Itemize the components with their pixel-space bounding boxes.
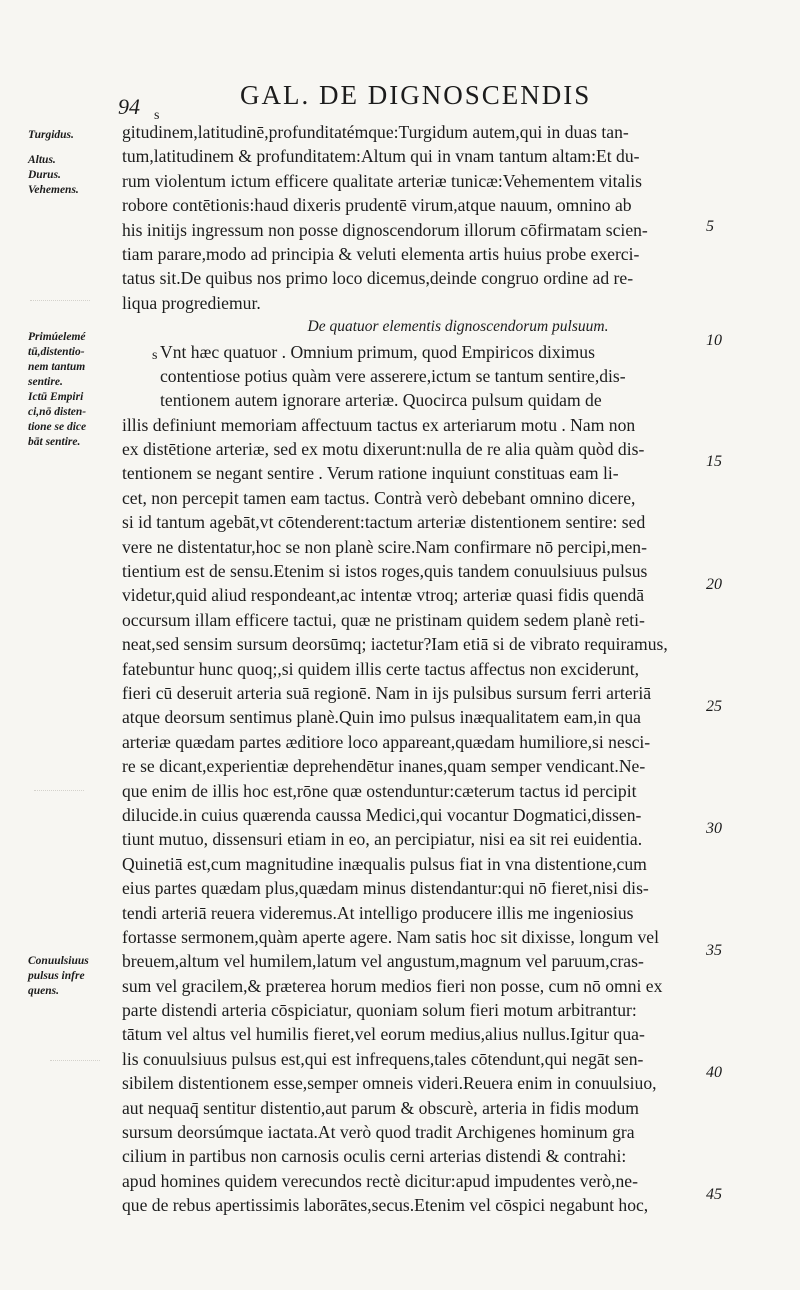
margin-note-line: Conuulsiuus — [28, 955, 89, 967]
text-line: si id tantum agebāt,vt cōtenderent:tactum arteriæ distentionem sentire: sed — [122, 512, 646, 533]
text-line: breuem,altum vel humilem,latum vel angustum,magnum vel paruum,cras- — [122, 951, 644, 972]
body-text — [122, 120, 704, 1218]
margin-note-line: Durus. — [28, 169, 61, 181]
text-line: illis definiunt memoriam affectuum tactus ex arteriarum motu . Nam non — [122, 414, 636, 435]
text-line: fieri cū deseruit arteria suā regionē. Nam in ijs pulsibus sursum ferri arteriā — [122, 682, 652, 703]
text-line: lis conuulsiuus pulsus est,qui est infrequens,tales cōtendunt,qui negāt sen- — [122, 1048, 644, 1069]
text-line: cet, non percepit tamen eam tactus. Contrà verò debebant omnino dicere, — [122, 487, 636, 508]
text-line: ex distētione arteriæ, sed ex motu dixerunt:nulla de re alia quàm quòd dis- — [122, 439, 645, 460]
margin-note-line: Vehemens. — [28, 184, 79, 196]
text-line: que de rebus apertissimis laborātes,secus.Etenim vel cōspici negabunt hoc, — [122, 1195, 649, 1216]
page-number: 94 — [118, 94, 140, 119]
margin-note-ictum-empirici — [28, 390, 118, 450]
text-line: rum violentum ictum efficere qualitate arteriæ tunicæ:Vehementem vitalis — [122, 170, 642, 191]
line-number: 10 — [706, 332, 722, 349]
text-line: aut nequaq̄ sentitur distentio,aut parum & obscurè, arteria in fidis modum — [122, 1097, 639, 1118]
text-line: arteriæ quædam partes æditiore loco appareant,quædam humiliore,si nesci- — [122, 731, 651, 752]
margin-note-line: Ictū Empiri — [28, 391, 84, 403]
line-number: 40 — [706, 1064, 722, 1081]
margin-note-line: Altus. — [28, 154, 56, 166]
line-number: 25 — [706, 698, 722, 715]
text-line: occursum illam efficere tactui, quæ ne pristinam quidem sedem planè reti- — [122, 609, 645, 630]
margin-note-conuulsiuus — [28, 954, 118, 999]
text-line: Quinetiā est,cum magnitudine inæqualis pulsus fiat in vna distentione,cum — [122, 853, 647, 874]
text-line: tātum vel altus vel humilis fieret,vel eorum medius,alius nullus.Igitur qua- — [122, 1024, 645, 1045]
margin-note-vehemens — [28, 183, 118, 198]
line-number: 45 — [706, 1186, 722, 1203]
text-line: Vnt hæc quatuor . Omnium primum, quod Empiricos diximus — [160, 341, 595, 362]
text-line: sursum deorsúmque iactata.At verò quod tradit Archigenes hominum gra — [122, 1122, 635, 1143]
margin-note-altus — [28, 153, 118, 168]
margin-note-durus — [28, 168, 118, 183]
text-line: eius partes quædam plus,quædam minus distendantur:qui nō fieret,nisi dis- — [122, 878, 649, 899]
text-line: tiunt mutuo, dissensuri etiam in eo, an percipiatur, nisi ea sit rei euidentia. — [122, 829, 643, 850]
running-head: GAL. DE DIGNOSCENDIS — [240, 80, 592, 110]
margin-note-line: tione se dice — [28, 421, 87, 433]
margin-note-line: Primúelemé — [28, 331, 86, 343]
text-line: tendi arteriā reuera videremus.At intelligo producere illis me ingeniosius — [122, 902, 634, 923]
line-number: 30 — [706, 820, 722, 837]
text-line: sum vel gracilem,& præterea horum medios fieri non posse, cum nō omni ex — [122, 975, 663, 996]
text-line: liqua progrediemur. — [122, 292, 261, 313]
stray-signature-mark: s — [154, 108, 160, 123]
stray-signature-mark: s — [152, 348, 158, 363]
text-line: tiam parare,modo ad principia & veluti elementa artis huius probe exerci- — [122, 243, 640, 264]
text-line: gitudinem,latitudinē,profunditatémque:Turgidum autem,qui in duas tan- — [122, 122, 629, 142]
text-line: re se dicant,experientiæ deprehendētur inanes,quam semper vendicant.Ne- — [122, 756, 646, 777]
text-line: dilucide.in cuius quærenda caussa Medici,qui vocantur Dogmatici,dissen- — [122, 804, 642, 825]
text-line: atque deorsum sentimus planè.Quin imo pulsus inæqualitatem eam,in qua — [122, 707, 641, 728]
text-line: parte distendi arteria cōspiciatur, quoniam solum fieri motum arbitrantur: — [122, 1000, 637, 1021]
text-line: tatus sit.De quibus nos primo loco dicemus,deinde congruo ordine ad re- — [122, 268, 634, 289]
text-line: contentiose potius quàm vere asserere,ictum se tantum sentire,dis- — [160, 365, 626, 386]
margin-note-primum-elementum — [28, 330, 118, 390]
margin-note-line: nem tantum — [28, 361, 86, 373]
margin-note-line: tū,distentio- — [28, 346, 85, 358]
margin-note-line: ci,nō disten- — [28, 406, 87, 418]
line-number: 5 — [706, 218, 714, 235]
text-line: tum,latitudinem & profunditatem:Altum qui in vnam tantum altam:Et du- — [122, 146, 640, 167]
line-number: 20 — [706, 576, 722, 593]
margin-note-line: sentire. — [28, 376, 63, 388]
text-line: fortasse sermonem,quàm aperte agere. Nam satis hoc sit dixisse, longum vel — [122, 926, 659, 947]
text-line: apud homines quidem verecundos rectè dicitur:apud impudentes verò,ne- — [122, 1170, 638, 1191]
text-line: his initijs ingressum non posse dignoscendorum illorum cōfirmatam scien- — [122, 219, 648, 240]
text-line: tentionem autem ignorare arteriæ. Quocirca pulsum quidam de — [160, 390, 602, 411]
text-line: sibilem distentionem esse,semper omneis videri.Reuera enim in conuulsiuo, — [122, 1073, 657, 1094]
section-heading: De quatuor elementis dignoscendorum pulsuum. — [307, 318, 609, 336]
margin-note-line: bāt sentire. — [28, 436, 81, 448]
text-line: cilium in partibus non carnosis oculis cerni arterias distendi & contrahi: — [122, 1146, 627, 1167]
line-number: 35 — [706, 942, 722, 959]
text-line: tentionem se negant sentire . Verum ratione inquiunt constituas eam li- — [122, 463, 619, 484]
text-line: robore contētionis:haud dixeris prudentē virum,atque nauum, omnino ab — [122, 195, 632, 216]
text-line: fatebuntur hunc quoq;,si quidem illis certe tactus affectus non exciderunt, — [122, 658, 640, 679]
text-line: vere ne distentatur,hoc se non planè scire.Nam confirmare nō percipi,men- — [122, 536, 647, 557]
margin-note-turgidus — [28, 128, 118, 143]
text-line: neat,sed sensim sursum deorsūmq; iactetur?Iam etiā si de vibrato requiramus, — [122, 634, 668, 655]
text-line: videtur,quid aliud respondeant,ac intentæ vtroq; arteriæ quasi fidis quendā — [122, 585, 645, 606]
bleed-through-mark — [34, 790, 84, 831]
text-line: tientium est de sensu.Etenim si istos roges,quis tandem conuulsiuus pulsus — [122, 561, 648, 582]
margin-note-line: pulsus infre — [28, 970, 85, 982]
text-line: que enim de illis hoc est,rōne quæ ostenduntur:cæterum tactus id percipit — [122, 780, 637, 801]
line-number: 15 — [706, 453, 722, 470]
margin-note-line: quens. — [28, 985, 59, 997]
bleed-through-mark — [50, 1060, 100, 1101]
margin-note-line: Turgidus. — [28, 129, 74, 141]
bleed-through-mark — [30, 300, 90, 331]
